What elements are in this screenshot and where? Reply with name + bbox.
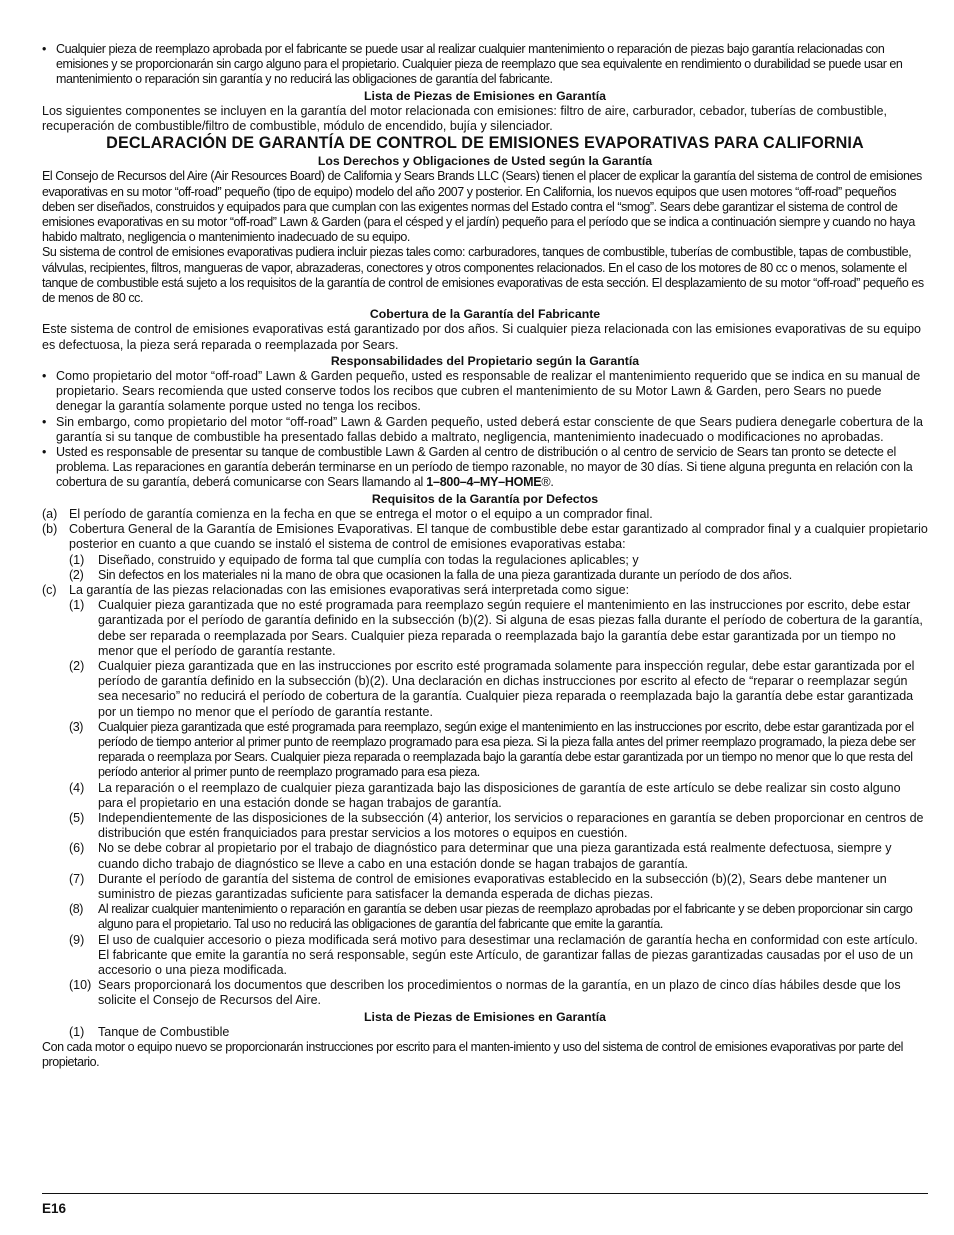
clause-c-item (42, 720, 928, 781)
bullet-mark: • (42, 369, 47, 384)
item-label: (5) (69, 810, 85, 825)
owner-bullet (42, 445, 928, 491)
item-text: Sears proporcionará los documentos que describen los procedimientos o normas de la garantía, en un plazo de cinco días hábiles desde que los solicite el Consejo de Recursos del Aire. (98, 978, 901, 1008)
phone-number: 1–800–4–MY–HOME (426, 475, 542, 490)
item-text: Al realizar cualquier mantenimiento o reparación en garantía se deben usar piezas de reemplazo aprobadas por el fabricante y se deben proporcionar sin cargo alguno para el propietario. Tal uso no reducirá las obligaciones de garantía del fabricante que emite la garantía. (98, 902, 913, 932)
parts-paragraph: Los siguientes componentes se incluyen en la garantía del motor relacionada con emisiones: filtro de aire, carburador, cebador, tuberías de combustible, recuperación de combustible/filtro de combustible, módulo de encendido, bujía y silenciador. (42, 103, 887, 134)
clause-b-item (42, 568, 928, 583)
bullet-mark: • (42, 445, 47, 460)
declaration-title: DECLARACIÓN DE GARANTÍA DE CONTROL DE EMISIONES EVAPORATIVAS PARA CALIFORNIA (106, 134, 864, 153)
intro-bullet-text: Cualquier pieza de reemplazo aprobada por el fabricante se puede usar al realizar cualquier mantenimiento o reparación de piezas bajo garantía relacionadas con emisiones y se proporcionarán sin cargo alguno para el propietario. Cualquier pieza de reemplazo que sea equivalente en rendimiento o durabilidad se puede usar en mantenimiento o reparación sin garantía y no reducirá las obligaciones de garantía del fabricante. (56, 42, 903, 87)
item-text: Durante el período de garantía del sistema de control de emisiones evaporativas establecido en la subsección (b)(2), Sears debe mantener un suministro de piezas garantizadas suficiente para satisfacer la demanda esperada de dichas piezas. (98, 871, 887, 901)
item-label: (6) (69, 841, 85, 856)
clause-label: (b) (42, 522, 58, 537)
coverage-heading: Cobertura de la Garantía del Fabricante (369, 307, 601, 322)
parts-heading-2: Lista de Piezas de Emisiones en Garantía (364, 1009, 606, 1024)
clause-c-item (42, 781, 928, 811)
item-text: La reparación o el reemplazo de cualquier pieza garantizada bajo las disposiciones de garantía de este artículo se debe realizar sin costo alguno para el propietario en una estación donde se hagan trabajos de garantía. (98, 780, 901, 810)
item-label: (10) (69, 978, 92, 993)
clause-c (42, 583, 928, 598)
item-label: (1) (69, 1024, 85, 1039)
clause-c-item (42, 841, 928, 871)
clause-a (42, 507, 928, 522)
item-label: (2) (69, 567, 84, 582)
clause-label: (a) (42, 506, 58, 521)
clause-c-item (42, 598, 928, 659)
document-page (42, 42, 928, 1070)
owner-bullet (42, 415, 928, 445)
intro-bullet (42, 42, 928, 88)
item-label: (2) (69, 658, 85, 673)
owner-bullet-text: Sin embargo, como propietario del motor “off-road” Lawn & Garden pequeño, usted deberá estar consciente de que Sears pudiera denegarle cobertura de la garantía si su tanque de combustible ha presentado fallas debido a maltrato, negligencia, mantenimiento inadecuado o modificaciones no aprobadas. (56, 414, 923, 444)
bullet-mark: • (42, 414, 47, 429)
defects-heading: Requisitos de la Garantía por Defectos (371, 491, 599, 506)
closing-paragraph: Con cada motor o equipo nuevo se proporcionarán instrucciones por escrito para el manten-imiento y uso del sistema de control de emisiones evaporativas por parte del propietario. (42, 1040, 903, 1070)
clause-label: (c) (42, 582, 57, 597)
item-text: El uso de cualquier accesorio o pieza modificada será motivo para desestimar una reclamación de garantía hecha en conformidad con este artículo. El fabricante que emite la garantía no será responsable, según este Artículo, de garantizar fallas de piezas garantizadas causadas por el uso de un accesorio o una pieza modificada. (98, 932, 918, 977)
owner-bullet (42, 369, 928, 415)
coverage-paragraph: Este sistema de control de emisiones evaporativas está garantizado por dos años. Si cualquier pieza relacionada con las emisiones evaporativas de su equipo es defectuosa, la pieza será reparada o reemplazada por Sears. (42, 322, 921, 352)
item-text: Diseñado, construido y equipado de forma tal que cumplía con todas la regulaciones aplicables; y (98, 552, 639, 567)
parts-heading: Lista de Piezas de Emisiones en Garantía (364, 88, 606, 103)
clause-c-item (42, 872, 928, 902)
page-number: E16 (42, 1201, 67, 1216)
rights-paragraph-1: El Consejo de Recursos del Aire (Air Resources Board) de California y Sears Brands LLC (Sears) tienen el placer de explicar la garantía del sistema de control de emisiones evaporativas en su motor “off-road” pequeño (tipo de equipo) modelo del año 2007 y posterior. En California, los nuevos equipos que usen motores “off-road” pequeños deben ser diseñados, construidos y equipados para que cumplan con las exigentes normas del Estado contra el “smog”. Sears debe garantizar el sistema de control de emisiones evaporativas en su motor “off-road” Lawn & Garden (para el césped y el jardín) pequeño para el período que se indica a continuación siempre y cuando no haya habido maltrato, negligencia o mantenimiento inadecuado de su equipo. (42, 169, 922, 245)
owner-bullet-text: Como propietario del motor “off-road” Lawn & Garden pequeño, usted es responsable de realizar el mantenimiento requerido que se indica en su manual de propietario. Sears recomienda que usted conserve todos los recibos que cubren el mantenimiento de su Motor Lawn & Garden, pero Sears no puede denegar la garantía solamente porque usted no tenga los recibos. (56, 369, 921, 414)
clause-text: La garantía de las piezas relacionadas con las emisiones evaporativas será interpretada como sigue: (69, 582, 630, 597)
rights-heading: Los Derechos y Obligaciones de Usted según la Garantía (317, 154, 653, 169)
owner-heading: Responsabilidades del Propietario según la Garantía (330, 353, 640, 368)
item-text: Tanque de Combustible (98, 1024, 230, 1039)
clause-c-item (42, 811, 928, 841)
item-text: Sin defectos en los materiales ni la mano de obra que ocasionen la falla de una pieza garantizada durante un período de dos años. (98, 567, 792, 582)
clause-b-item (42, 553, 928, 568)
item-text: Independientemente de las disposiciones de la subsección (4) anterior, los servicios o reparaciones en garantía se deben proporcionar en centros de distribución que estén franquiciados para prestar servicios a los motores o equipos en cuestión. (98, 810, 924, 841)
rights-paragraph-2: Su sistema de control de emisiones evaporativas pudiera incluir piezas tales como: carburadores, tanques de combustible, tuberías de combustible, tapas de combustible, válvulas, recipientes, filtros, mangueras de vapor, abrazaderas, conectores y otros componentes relacionados. En el caso de los motores de 80 cc o menos, solamente el tanque de combustible está sujeto a los requisitos de la garantía de control de emisiones evaporativas de esta sección. El desplazamiento de su motor “off-road” pequeño es de menos de 80 cc. (42, 245, 924, 306)
item-label: (1) (69, 552, 85, 567)
owner-bullet-text: Usted es responsable de presentar su tanque de combustible Lawn & Garden al centro de distribución o al centro de servicio de Sears tan pronto se detecte el problema. Las reparaciones en garantía deberán terminarse en un período de tiempo razonable, no mayor de 30 días. Si tiene alguna pregunta en relación con la cobertura de su garantía, deberá comunicarse con Sears llamando al (56, 445, 913, 490)
item-label: (1) (69, 598, 85, 613)
footer-rule (42, 1193, 928, 1194)
parts-item (42, 1025, 928, 1040)
item-label: (8) (69, 902, 83, 917)
item-text: Cualquier pieza garantizada que esté programada para reemplazo, según exige el mantenimiento en las instrucciones por escrito, debe estar garantizada por el período de tiempo anterior al primer punto de reemplazo programado para esa pieza. Si la pieza falla antes del primer reemplazo programado, la pieza debe ser reparada o reemplaza por Sears. Cualquier pieza reparada o reemplazada bajo la garantía debe estar garantizada por un tiempo no menor que lo que resta del período anterior al primer punto de reemplazo programado para esa pieza. (98, 719, 916, 780)
clause-b (42, 522, 928, 552)
item-label: (4) (69, 780, 85, 795)
clause-text: El período de garantía comienza en la fecha en que se entrega el motor o el equipo a un comprador final. (69, 506, 653, 521)
item-text: Cualquier pieza garantizada que en las instrucciones por escrito esté programada solamente para inspección regular, debe estar garantizada por el período de garantía definido en la subsección (b)(2). Una declaración en dichas instrucciones por escrito al efecto de “reparar o reemplazar según sea necesario” no reducirá el período de cobertura de la garantía. Cualquier pieza reparada o reemplazada bajo la garantía debe estar garantizada por un tiempo no menor que el período de garantía restante. (98, 658, 915, 719)
clause-c-item (42, 659, 928, 720)
item-label: (7) (69, 871, 85, 886)
clause-c-item (42, 902, 928, 932)
item-label: (9) (69, 932, 85, 947)
item-text: Cualquier pieza garantizada que no esté programada para reemplazo según requiere el mantenimiento en las instrucciones por escrito, debe estar garantizada por el período de garantía definido en la subsección (b)(2). Si alguna de esas piezas falla durante el período de cobertura de la garantía, debe ser reparada o reemplazada por Sears. Cualquier pieza reparada o reemplazada bajo la garantía debe estar garantizada por un tiempo no menor que el período de garantía restante. (98, 598, 923, 658)
clause-text: Cobertura General de la Garantía de Emisiones Evaporativas. El tanque de combustible debe estar garantizado al comprador final y a cualquier propietario posterior en cuanto a que cuando se instaló el sistema de control de emisiones evaporativas estaba: (69, 522, 928, 552)
bullet-mark: • (42, 42, 46, 56)
clause-c-item (42, 978, 928, 1008)
phone-suffix: ®. (541, 475, 554, 490)
item-label: (3) (69, 719, 83, 734)
clause-c-item (42, 933, 928, 979)
item-text: No se debe cobrar al propietario por el trabajo de diagnóstico para determinar que una pieza garantizada está realmente defectuosa, siempre y cuando dicho trabajo de diagnóstico se lleve a cabo en una estación donde se hagan trabajos de garantía. (98, 841, 892, 871)
